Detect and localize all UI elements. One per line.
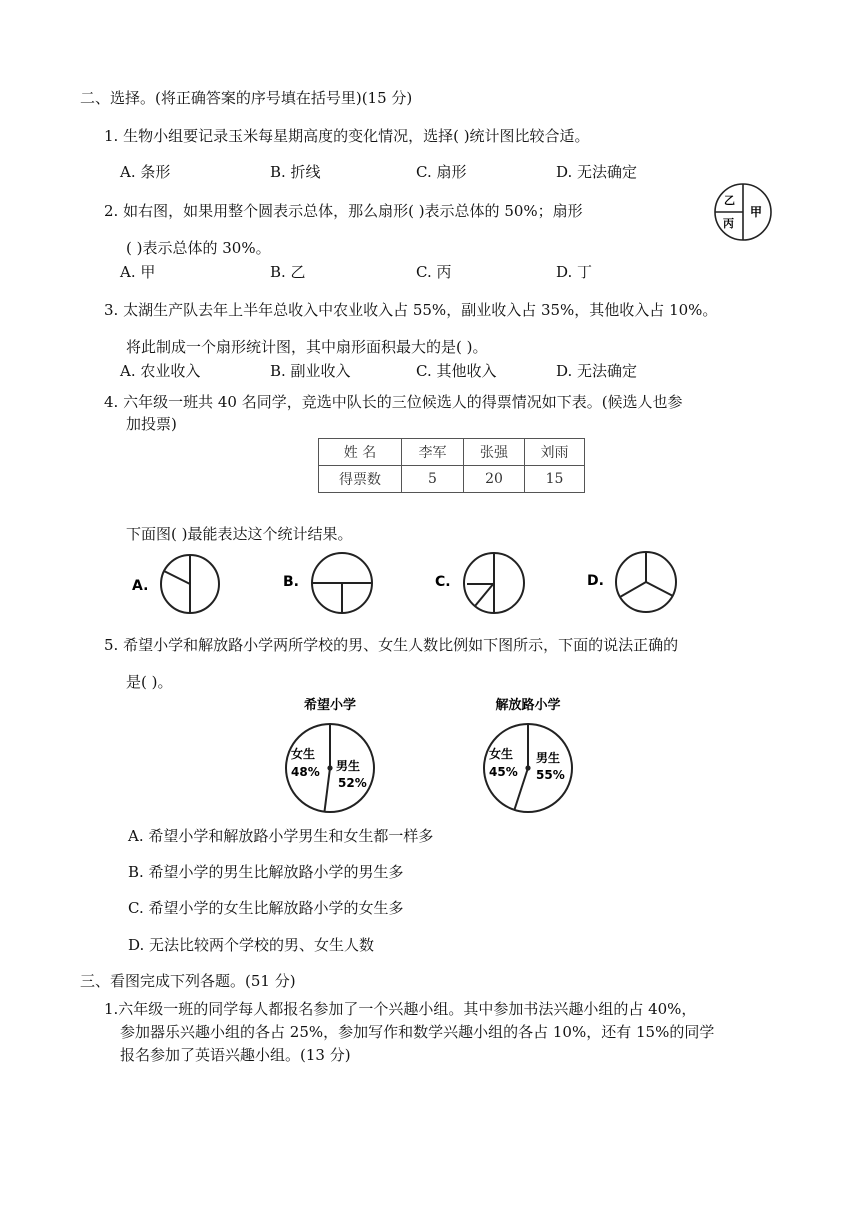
q5-chart-xiwang-divider-split <box>324 768 330 812</box>
q4-line2: 加投票) <box>126 415 177 433</box>
q4-option-a-label: A. <box>132 578 149 594</box>
q2-option-d: D. 丁 <box>556 263 593 281</box>
q4-option-b-figure <box>283 551 379 617</box>
q5-chart-jiefanglu-center <box>525 765 530 770</box>
q5-chart-xiwang-female-value: 48% <box>291 765 320 779</box>
q4-option-a-line-diagonal <box>164 571 190 584</box>
q4-option-a-figure <box>132 553 228 617</box>
q2-pie-label-bing: 丙 <box>723 217 734 230</box>
q5-chart-jiefanglu-female-label: 女生 <box>489 747 514 761</box>
vote-table-header-row <box>319 439 585 466</box>
q5-chart-jiefanglu-male-label: 男生 <box>536 751 561 765</box>
q1-option-c: C. 扇形 <box>416 163 467 181</box>
q5-chart-jiefanglu-male-value: 55% <box>536 768 565 782</box>
q5-chart-xiwang-title: 希望小学 <box>303 698 357 713</box>
q4-option-d-line-right <box>646 582 673 596</box>
vote-table-header-li: 李军 <box>402 439 464 466</box>
vote-table-data-row <box>319 466 585 493</box>
q3-line1: 3. 太湖生产队去年上半年总收入中农业收入占 55%，副业收入占 35%，其他收入占 10%。 <box>104 301 718 319</box>
q5-option-a: A. 希望小学和解放路小学男生和女生都一样多 <box>128 827 434 845</box>
q2-pie-figure <box>711 182 775 242</box>
q3-line2: 将此制成一个扇形统计图，其中扇形面积最大的是( )。 <box>126 338 488 356</box>
section3-q1-line1: 1.六年级一班的同学每人都报名参加了一个兴趣小组。其中参加书法兴趣小组的占 40%， <box>104 1000 697 1018</box>
q1-option-d: D. 无法确定 <box>556 163 638 181</box>
section3-q1-line3: 报名参加了英语兴趣小组。(13 分) <box>120 1046 351 1064</box>
q3-option-c: C. 其他收入 <box>416 362 497 380</box>
q2-option-c: C. 丙 <box>416 263 452 281</box>
q4-prompt: 下面图( )最能表达这个统计结果。 <box>126 525 353 543</box>
q2-option-b: B. 乙 <box>270 263 306 281</box>
q1-text: 1. 生物小组要记录玉米每星期高度的变化情况，选择( )统计图比较合适。 <box>104 127 590 145</box>
q1-option-a: A. 条形 <box>120 163 171 181</box>
q1-option-b: B. 折线 <box>270 163 321 181</box>
q4-option-c-figure <box>435 551 531 617</box>
section3-title: 三、看图完成下列各题。(51 分) <box>80 972 296 990</box>
q4-option-d-line-left <box>620 582 646 597</box>
vote-table-header-name: 姓 名 <box>319 439 402 466</box>
section2-title: 二、选择。(将正确答案的序号填在括号里)(15 分) <box>80 89 413 107</box>
q5-option-b: B. 希望小学的男生比解放路小学的男生多 <box>128 863 404 881</box>
q3-option-d: D. 无法确定 <box>556 362 638 380</box>
q5-chart-xiwang <box>280 694 380 820</box>
q5-chart-xiwang-center <box>327 765 332 770</box>
q4-option-c-line-diagonal <box>475 583 494 606</box>
q5-chart-xiwang-male-label: 男生 <box>336 759 361 773</box>
q3-option-b: B. 副业收入 <box>270 362 351 380</box>
q2-line2: ( )表示总体的 30%。 <box>126 239 271 257</box>
q5-chart-jiefanglu <box>476 694 580 820</box>
section3-q1-line2: 参加器乐兴趣小组的各占 25%，参加写作和数学兴趣小组的各占 10%，还有 15%的同学 <box>120 1023 715 1041</box>
q5-option-d: D. 无法比较两个学校的男、女生人数 <box>128 936 375 954</box>
vote-table-row-label: 得票数 <box>319 466 402 493</box>
vote-table-votes-li: 5 <box>402 466 464 493</box>
vote-table-header-zhang: 张强 <box>464 439 525 466</box>
q4-option-d-label: D. <box>587 573 604 589</box>
q4-option-c-label: C. <box>435 574 451 590</box>
q5-line2: 是( )。 <box>126 673 173 691</box>
q3-option-a: A. 农业收入 <box>120 362 201 380</box>
vote-table-header-liu: 刘雨 <box>525 439 585 466</box>
q5-chart-xiwang-female-label: 女生 <box>291 747 316 761</box>
vote-table-votes-zhang: 20 <box>464 466 525 493</box>
q5-chart-xiwang-male-value: 52% <box>338 776 367 790</box>
q2-pie-label-jia: 甲 <box>750 205 763 219</box>
q5-option-c: C. 希望小学的女生比解放路小学的女生多 <box>128 899 404 917</box>
q2-option-a: A. 甲 <box>120 263 156 281</box>
q5-line1: 5. 希望小学和解放路小学两所学校的男、女生人数比例如下图所示，下面的说法正确的 <box>104 636 679 654</box>
q4-option-b-label: B. <box>283 574 299 590</box>
q2-line1: 2. 如右图，如果用整个圆表示总体，那么扇形( )表示总体的 50%；扇形 <box>104 202 583 220</box>
vote-table-votes-liu: 15 <box>525 466 585 493</box>
vote-table <box>318 438 585 493</box>
q5-chart-jiefanglu-female-value: 45% <box>489 765 518 779</box>
q4-line1: 4. 六年级一班共 40 名同学，竞选中队长的三位候选人的得票情况如下表。(候选人也参 <box>104 393 683 411</box>
q4-option-d-figure <box>587 550 683 616</box>
q5-chart-jiefanglu-title: 解放路小学 <box>495 698 561 713</box>
q2-pie-label-yi: 乙 <box>724 194 735 207</box>
